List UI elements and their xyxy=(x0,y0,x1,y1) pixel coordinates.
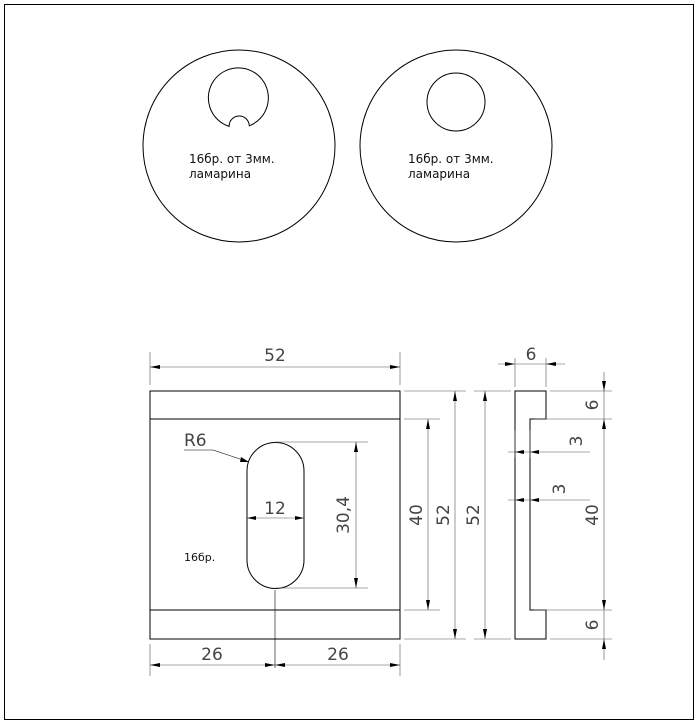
disc-hole-with-notch xyxy=(208,68,268,127)
side-top-flange-dim: 6 xyxy=(583,399,603,411)
disc-label-line1: 16бр. от 3мм. xyxy=(408,152,494,166)
disc-with-notch xyxy=(143,50,335,242)
disc-label-line2: ламарина xyxy=(408,167,471,181)
plate-front-view xyxy=(150,346,466,676)
quantity-note: 16бр. xyxy=(184,551,216,564)
side-bottom-flange-dim: 6 xyxy=(583,619,603,631)
side-inner-height-dim: 40 xyxy=(583,504,603,526)
overall-width-dim: 52 xyxy=(264,346,286,366)
step-top-dim: 3 xyxy=(567,435,587,447)
step-bottom-dim: 3 xyxy=(550,483,570,495)
radius-label: R6 xyxy=(184,431,207,451)
slot-width-dim: 12 xyxy=(264,499,286,519)
disc-outline xyxy=(360,50,552,242)
left-offset-dim: 26 xyxy=(201,645,223,665)
side-overall-height-dim: 52 xyxy=(464,504,484,526)
disc-plain xyxy=(360,50,552,242)
inner-height-dim: 40 xyxy=(407,504,427,526)
side-thickness-dim: 6 xyxy=(525,345,537,365)
overall-height-dim: 52 xyxy=(434,504,454,526)
disc-outline xyxy=(143,50,335,242)
disc-label-line1: 16бр. от 3мм. xyxy=(189,152,275,166)
side-profile xyxy=(515,391,546,639)
slot-length-dim: 30,4 xyxy=(334,496,354,534)
plate-side-view xyxy=(464,345,612,660)
right-offset-dim: 26 xyxy=(327,645,349,665)
disc-label-line2: ламарина xyxy=(189,167,252,181)
drawing-border xyxy=(5,5,694,720)
disc-hole xyxy=(427,73,485,131)
